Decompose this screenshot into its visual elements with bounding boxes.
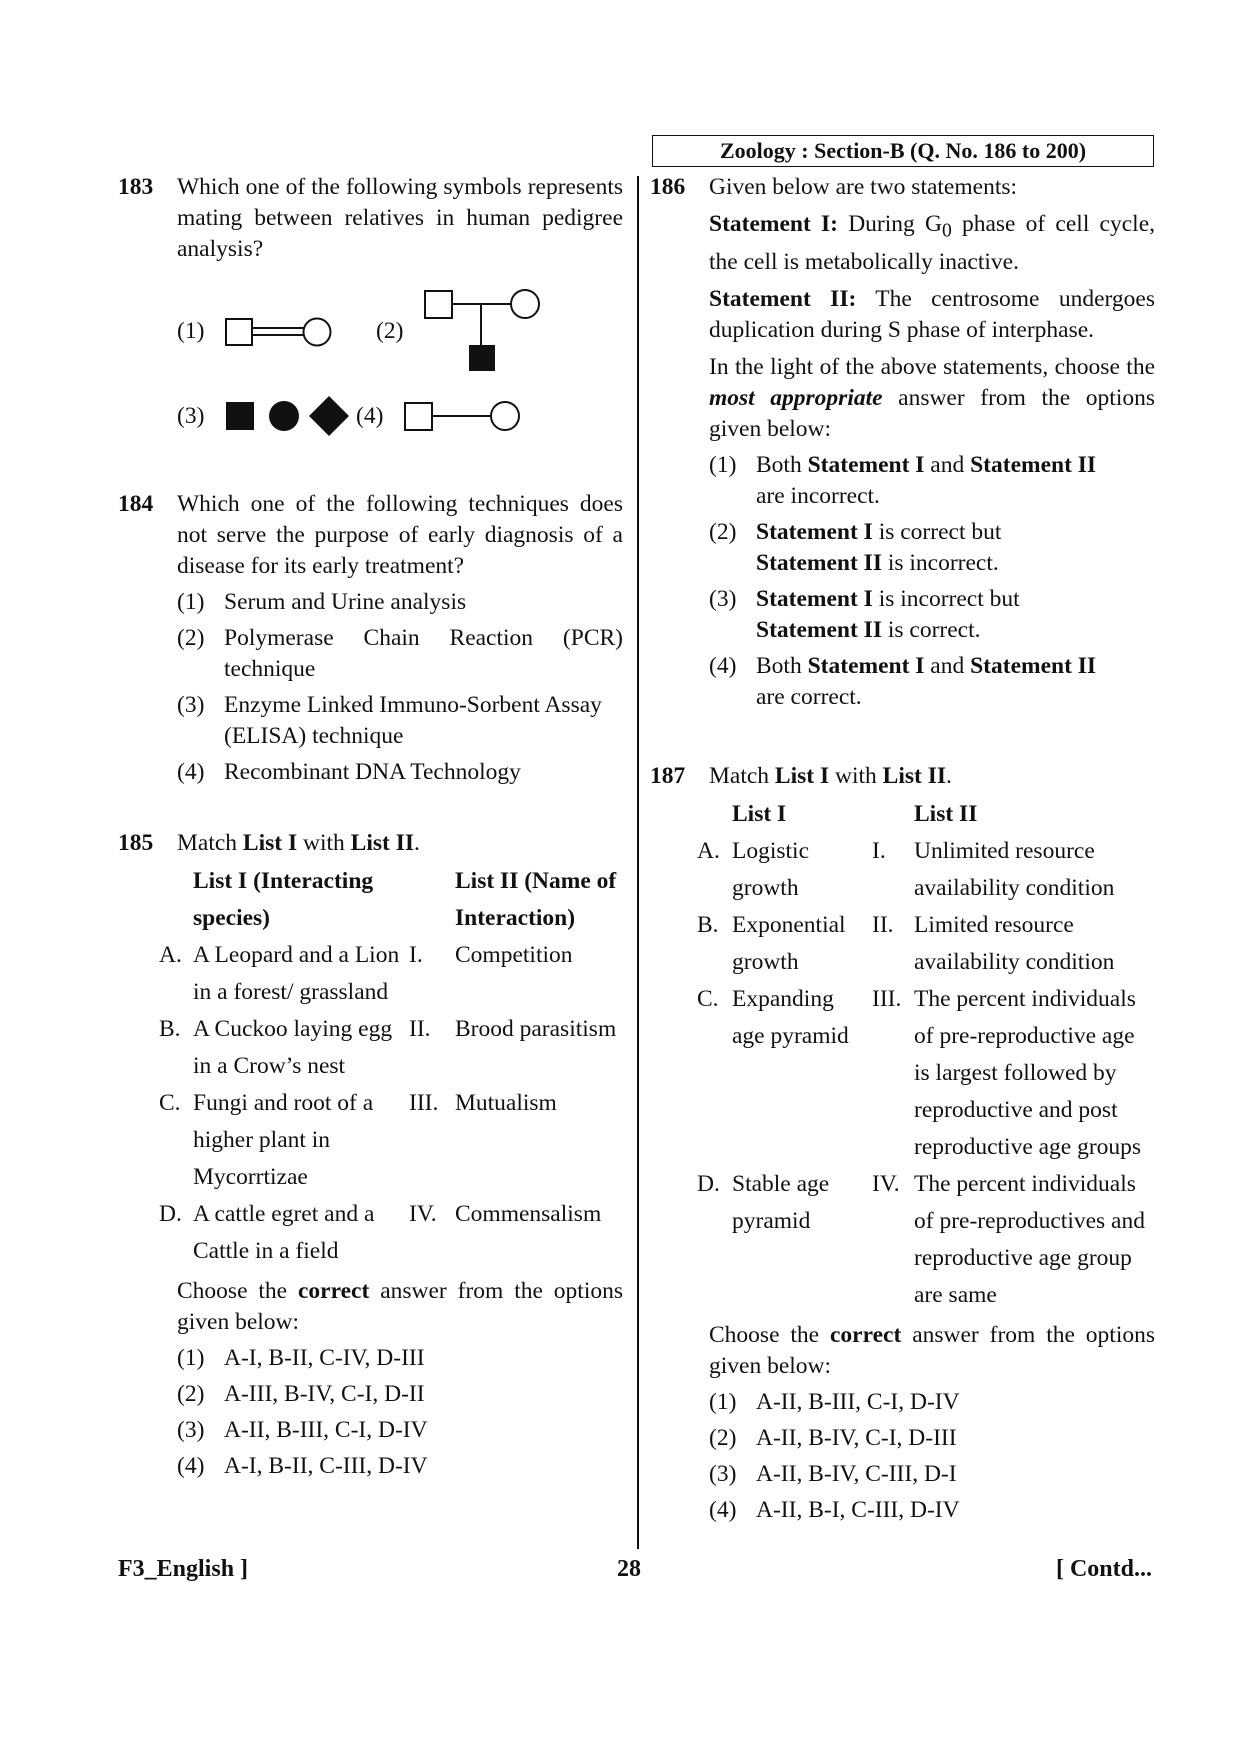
statement-1: Statement I: During $G_0$ phase of cell cycle, the cell is metabolically inactive. (709, 211, 1155, 275)
option-2 (177, 1379, 623, 1410)
option-number: (3) (177, 1417, 205, 1443)
option-number: (2) (177, 625, 205, 651)
option-text: A-II, B-I, C-III, D-IV (756, 1496, 960, 1523)
question-text: Which one of the following symbols represents mating between relatives in human pedigree analysis? (177, 174, 623, 262)
statement-2: Statement II: The centrosome undergoes duplication during S phase of interphase. (709, 285, 1156, 343)
option-1 (709, 1387, 1155, 1418)
footer-continued: [ Contd... (1055, 1556, 1152, 1582)
option-label: (4) (356, 402, 384, 429)
row-numeral: I. (872, 837, 886, 864)
question-183 (118, 172, 623, 451)
option-1 (177, 1343, 623, 1374)
option-text: A-I, B-II, C-IV, D-III (224, 1345, 425, 1371)
list-ii-item: The percent individuals of pre-reproductive age is largest followed by reproductive and post reproductive age groups (914, 985, 1142, 1160)
option-2 (709, 517, 1155, 579)
option-number: (1) (177, 1345, 205, 1371)
option-label: (2) (376, 317, 404, 344)
list-ii-item: Unlimited resource availability condition (914, 837, 1115, 901)
list-ii-heading: List II (Name of Interaction) (455, 868, 617, 931)
option-text: Polymerase Chain Reaction (PCR) technique (224, 625, 623, 682)
list-i-item: Logistic growth (732, 837, 810, 901)
row-letter: B. (697, 911, 719, 938)
option-4 (709, 651, 1155, 713)
choose-instruction: Choose the correct answer from the options given below: (177, 1278, 624, 1335)
row-letter: B. (159, 1016, 181, 1042)
column-divider (637, 176, 639, 1549)
list-ii-heading: List II (914, 800, 978, 827)
option-number: (4) (177, 1453, 205, 1479)
option-number: (2) (177, 1381, 205, 1407)
row-numeral: II. (872, 911, 894, 938)
list-i-item: Expanding age pyramid (732, 985, 849, 1049)
match-table (697, 796, 1155, 1314)
question-text: Which one of the following techniques does not serve the purpose of early diagnosis of a disease for its early treatment? (177, 491, 623, 579)
mating-symbol (403, 398, 523, 434)
row-numeral: III. (872, 985, 902, 1012)
question-number: 183 (118, 174, 154, 200)
option-number: (3) (709, 1460, 737, 1487)
option-3 (177, 690, 623, 752)
option-text: Statement I is incorrect but Statement II is correct. (756, 585, 1020, 643)
option-text: Both Statement I and Statement II are correct. (756, 652, 1097, 710)
option-number: (1) (177, 589, 205, 615)
option-3 (709, 1459, 1155, 1490)
option-4 (709, 1495, 1155, 1526)
option-text: Recombinant DNA Technology (224, 759, 521, 785)
list-i-item: A cattle egret and a Cattle in a field (193, 1201, 375, 1264)
option-label: (1) (177, 317, 205, 344)
option-4 (177, 1451, 623, 1482)
row-numeral: III. (409, 1090, 439, 1116)
right-column (650, 172, 1155, 1526)
row-numeral: I. (409, 942, 423, 968)
option-text: A-II, B-III, C-I, D-IV (224, 1417, 428, 1443)
list-i-item: A Leopard and a Lion in a forest/ grassland (193, 942, 400, 1005)
section-header: Zoology : Section-B (Q. No. 186 to 200) (652, 135, 1154, 167)
option-text: A-II, B-III, C-I, D-IV (756, 1388, 960, 1415)
list-ii-item: The percent individuals of pre-reproductives and reproductive age group are same (914, 1170, 1145, 1308)
option-number: (3) (177, 692, 205, 718)
option-3 (177, 1415, 623, 1446)
question-text: Match List I with List II. (709, 762, 952, 789)
question-number: 184 (118, 491, 154, 517)
option-4 (177, 757, 623, 788)
option-number: (3) (709, 585, 737, 612)
list-i-item: Exponential growth (732, 911, 846, 975)
question-184 (118, 489, 623, 788)
question-text: Match List I with List II. (177, 830, 420, 856)
pedigree-symbols (177, 287, 623, 451)
footer-booklet-code: F3_English ] (118, 1556, 249, 1582)
row-numeral: IV. (409, 1201, 437, 1227)
option-number: (1) (709, 1388, 737, 1415)
option-text: A-II, B-IV, C-III, D-I (756, 1460, 957, 1487)
row-letter: A. (697, 837, 720, 864)
list-ii-item: Commensalism (455, 1201, 602, 1227)
list-i-item: Fungi and root of a higher plant in Mycorrtizae (193, 1090, 374, 1190)
option-1 (177, 587, 623, 618)
option-number: (4) (177, 759, 205, 785)
option-label: (3) (177, 402, 205, 429)
list-ii-item: Limited resource availability condition (914, 911, 1115, 975)
choose-instruction: Choose the correct answer from the options given below: (709, 1321, 1156, 1379)
affected-individuals-symbol (224, 394, 354, 438)
option-number: (2) (709, 518, 737, 545)
list-ii-item: Brood parasitism (455, 1016, 617, 1042)
option-text: A-III, B-IV, C-I, D-II (224, 1381, 425, 1407)
option-text: Serum and Urine analysis (224, 589, 467, 615)
row-letter: C. (697, 985, 719, 1012)
list-ii-item: Mutualism (455, 1090, 557, 1116)
option-text: Statement I is correct but Statement II is incorrect. (756, 518, 1002, 576)
option-3 (709, 584, 1155, 646)
row-numeral: II. (409, 1016, 431, 1042)
left-column (118, 172, 623, 1482)
option-text: A-I, B-II, C-III, D-IV (224, 1453, 428, 1479)
question-185 (118, 828, 623, 1482)
row-letter: A. (159, 942, 182, 968)
option-text: Both Statement I and Statement II are incorrect. (756, 451, 1097, 509)
list-ii-item: Competition (455, 942, 573, 968)
question-187 (650, 761, 1155, 1526)
list-i-item: A Cuckoo laying egg in a Crow’s nest (193, 1016, 393, 1079)
question-text: Given below are two statements: (709, 174, 1018, 200)
question-number: 186 (650, 174, 686, 200)
option-2 (709, 1423, 1155, 1454)
match-table (159, 863, 623, 1270)
row-letter: D. (159, 1201, 182, 1227)
option-number: (1) (709, 451, 737, 478)
consanguineous-mating-symbol (224, 313, 334, 349)
question-prompt: In the light of the above statements, choose the most appropriate answer from the options given below: (709, 353, 1156, 442)
list-i-heading: List I (Interacting species) (193, 868, 374, 931)
option-number: (4) (709, 1496, 737, 1523)
row-numeral: IV. (872, 1170, 900, 1197)
option-text: Enzyme Linked Immuno-Sorbent Assay (ELISA) technique (224, 692, 602, 749)
option-text: A-II, B-IV, C-I, D-III (756, 1424, 957, 1451)
option-number: (4) (709, 652, 737, 679)
question-number: 185 (118, 830, 154, 856)
parents-offspring-symbol (423, 287, 543, 375)
option-2 (177, 623, 623, 685)
row-letter: D. (697, 1170, 720, 1197)
page-number: 28 (617, 1556, 641, 1582)
question-number: 187 (650, 762, 686, 789)
question-186 (650, 172, 1155, 713)
row-letter: C. (159, 1090, 181, 1116)
list-i-heading: List I (732, 800, 787, 827)
option-1 (709, 450, 1155, 512)
list-i-item: Stable age pyramid (732, 1170, 830, 1234)
option-number: (2) (709, 1424, 737, 1451)
